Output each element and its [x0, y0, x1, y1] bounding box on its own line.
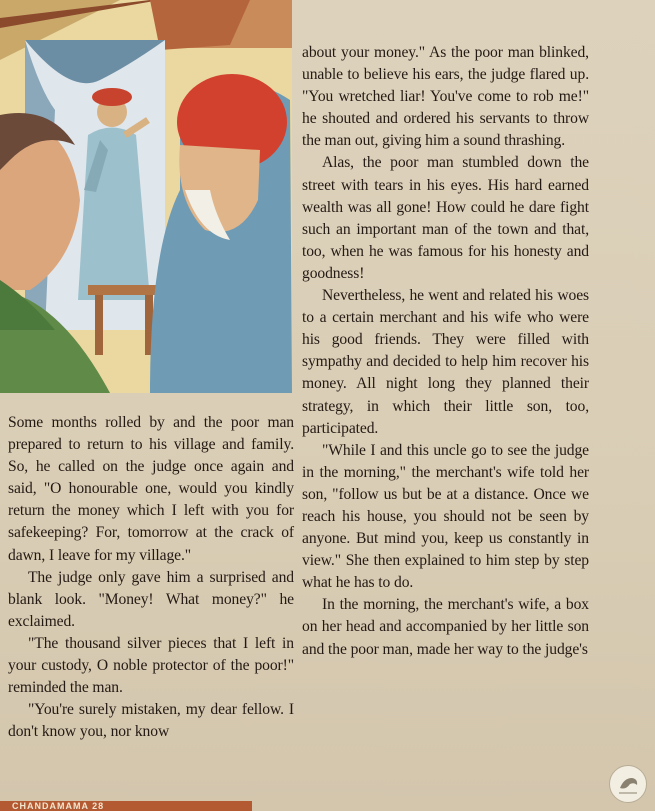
paragraph: The judge only gave him a surprised and blank look. "Money! What money?" he exclaimed. — [8, 568, 294, 630]
paragraph: Nevertheless, he went and related his woes to a certain merchant and his wife who were his good friends. They were filled with sympathy and decided to help him recover his money. All night long they planned their strategy, in which their little son, too, participated. — [302, 287, 589, 437]
publisher-logo-icon — [609, 765, 647, 803]
right-text-column — [302, 42, 589, 661]
left-text-column — [8, 412, 294, 743]
paragraph: Alas, the poor man stumbled down the street with tears in his eyes. His hard earned wealth was all gone! How could he dare fight such an important man of the town and that, too, when he was famous for his honesty and goodness! — [302, 154, 589, 282]
paragraph: about your money." As the poor man blinked, unable to believe his ears, the judge flared up. "You wretched liar! You've come to rob me!" he shouted and ordered his servants to throw the man out, giving him a sound thrashing. — [302, 44, 589, 150]
paragraph: "The thousand silver pieces that I left in your custody, O noble protector of the poor!" reminded the man. — [8, 634, 294, 697]
story-illustration — [0, 0, 292, 393]
illustration-art — [0, 0, 292, 393]
paragraph: Some months rolled by and the poor man prepared to return to his village and family. So, he called on the judge once again and said, "O honourable one, would you kindly return the money which I left with you for safekeeping? For, tomorrow at the crack of dawn, I leave for my village." — [8, 414, 294, 564]
page-footer: CHANDAMAMA 28 — [0, 801, 252, 811]
paragraph: "While I and this uncle go to see the judge in the morning," the merchant's wife told her son, "follow us but be at a distance. Once we reach his house, you should not be seen by anyone. But mind you, keep us constantly in view." She then explained to him step by step what he has to do. — [302, 441, 589, 592]
paragraph: "You're surely mistaken, my dear fellow. I don't know you, nor know — [8, 701, 294, 741]
paragraph: In the morning, the merchant's wife, a box on her head and accompanied by her little son and the poor man, made her way to the judge's — [302, 596, 589, 658]
